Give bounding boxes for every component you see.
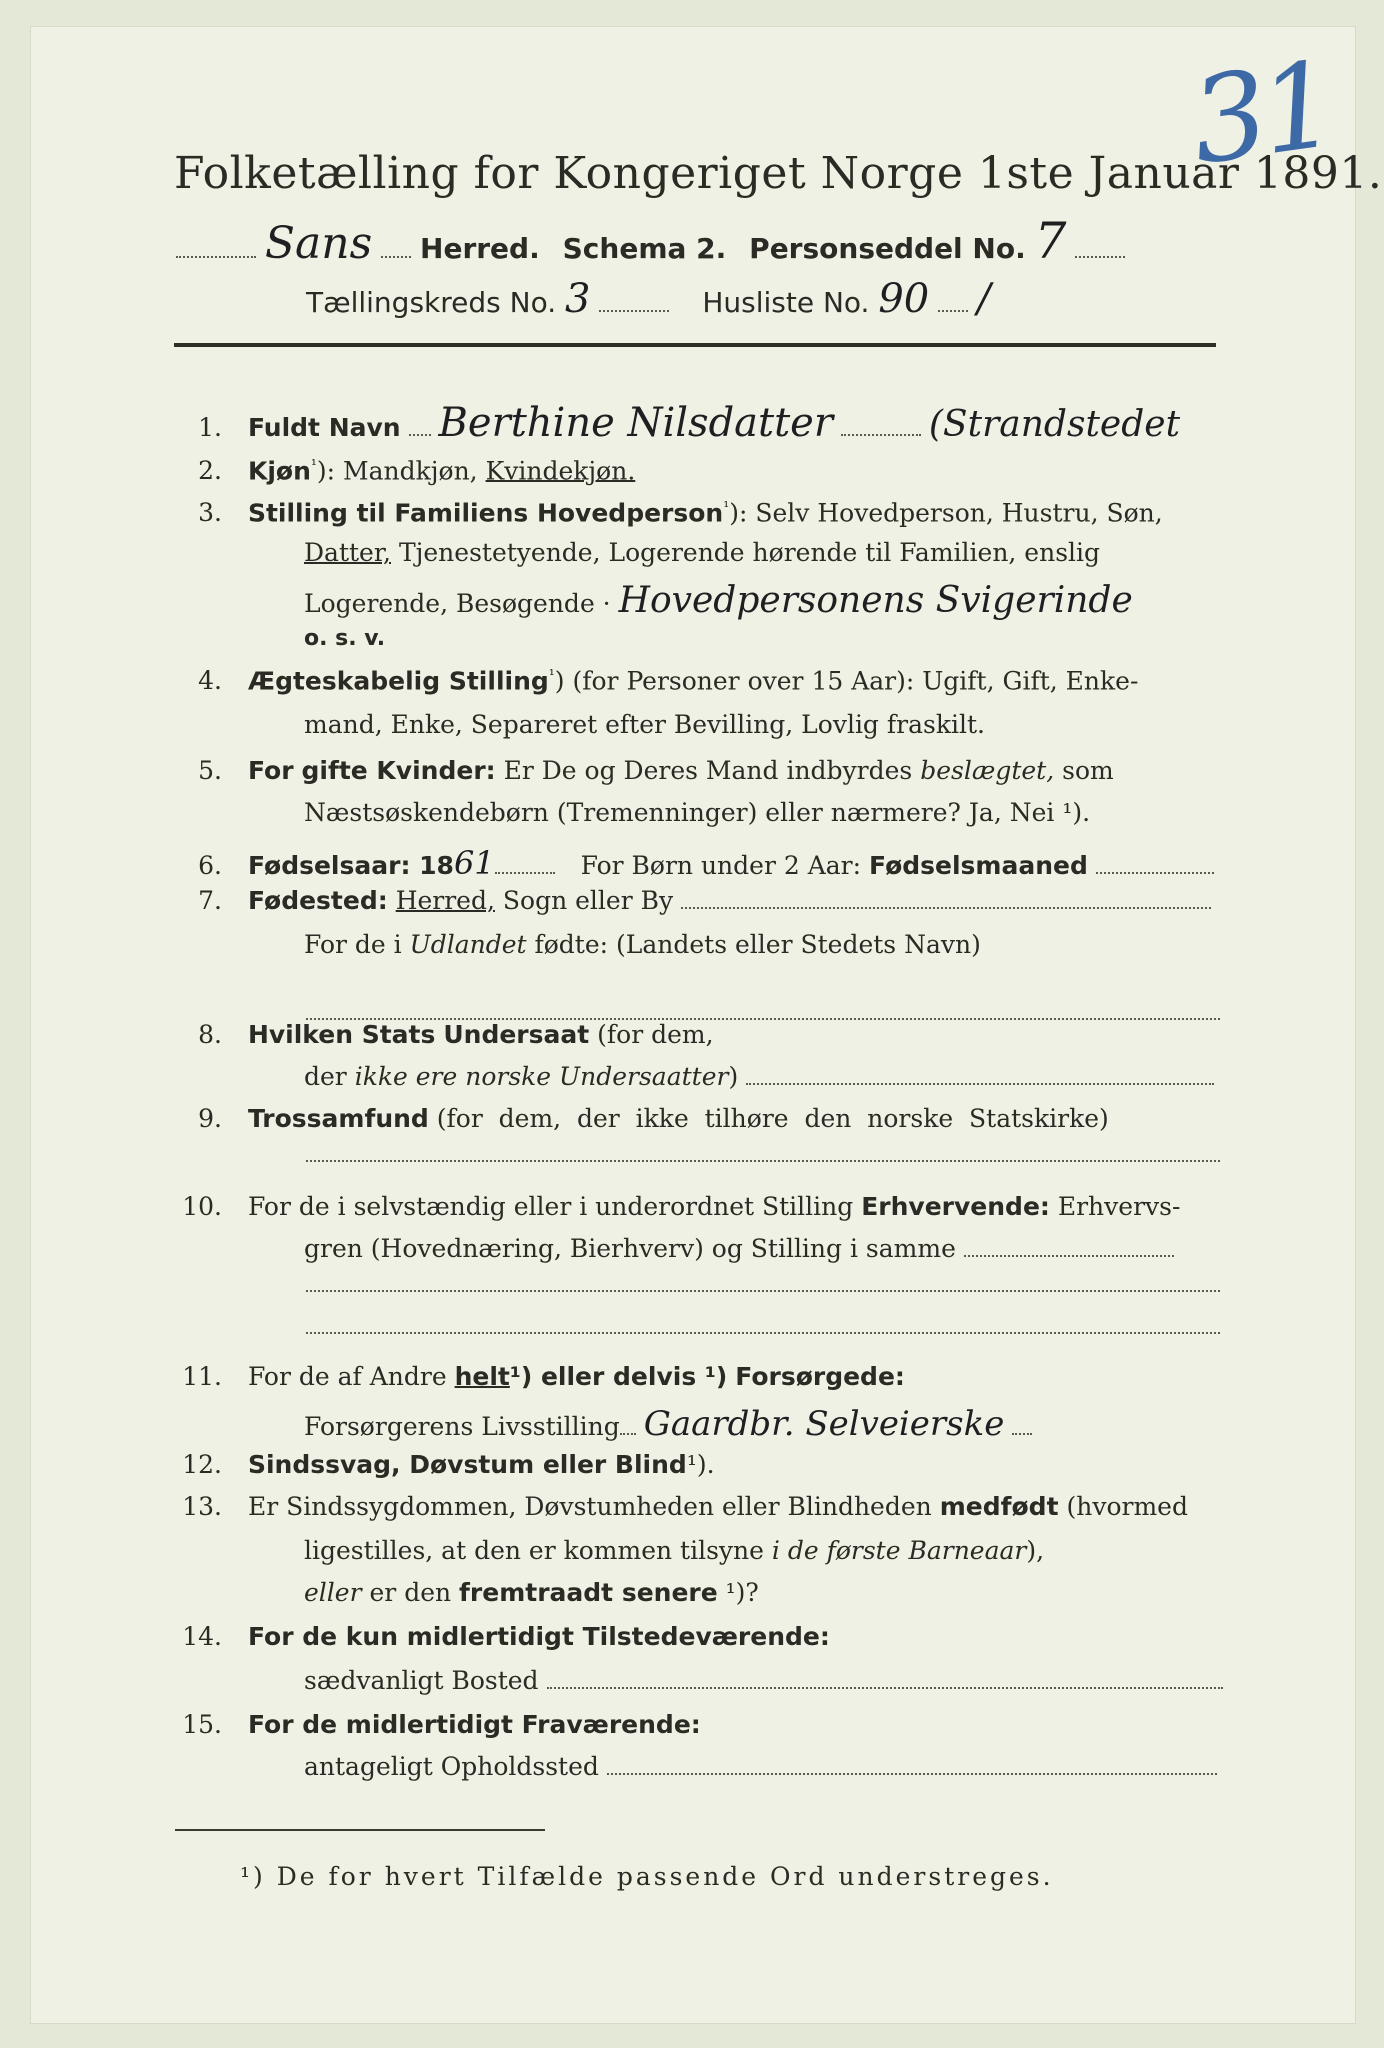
q10-line2: gren (Hovednæring, Bierhverv) og Stilling i samme	[304, 1234, 956, 1263]
question-2	[170, 456, 635, 485]
q7-rest: Sogn eller By	[502, 886, 674, 915]
question-5	[170, 756, 1114, 785]
q13-line3-bold: fremtraadt senere	[459, 1578, 718, 1607]
q9-answer-line	[306, 1160, 1220, 1162]
q8-label-pre: Hvilken Stats	[247, 1020, 436, 1049]
header-divider	[174, 343, 1216, 347]
q7-line2-italic: Udlandet	[409, 930, 527, 959]
herred-label: Herred.	[420, 232, 540, 265]
q11-line2: Forsørgerens Livsstilling	[304, 1412, 620, 1441]
q13-line3-rest: er den	[369, 1578, 452, 1607]
husliste-value: 90	[878, 276, 930, 322]
q8-label: Undersaat	[443, 1020, 590, 1049]
q3-underlined-option: Datter,	[304, 538, 391, 567]
q4-line2: mand, Enke, Separeret efter Bevilling, Lovlig fraskilt.	[304, 710, 985, 739]
q10-answer-line-2	[306, 1332, 1220, 1334]
q3-line2: Tjenestetyende, Logerende hørende til Familien, enslig	[398, 538, 1101, 567]
q13-line1-bold: medfødt	[939, 1492, 1059, 1521]
question-13-line-3	[304, 1578, 759, 1607]
q3-line3: Logerende, Besøgende ·	[304, 589, 611, 618]
q5-number: 5.	[198, 756, 222, 785]
question-3-line-3	[304, 580, 1133, 621]
q2-underlined-option: Kvindekjøn.	[485, 456, 636, 486]
q5-line2: Næstsøskendebørn (Tremenninger) eller nærmere? Ja, Nei ¹).	[304, 798, 1091, 827]
q3-label: Stilling til Familiens Hovedperson	[247, 498, 724, 528]
q12-end: ¹).	[686, 1450, 715, 1479]
q4-sup: ¹	[548, 666, 555, 684]
q3-sup: ¹	[723, 498, 730, 516]
question-6	[170, 844, 1214, 882]
q13-line3-italic: eller	[304, 1578, 362, 1607]
q5-label-pre: For	[247, 756, 294, 785]
q13-line2-end: ),	[1026, 1536, 1045, 1565]
question-3-line-2	[304, 538, 1100, 567]
question-12	[170, 1450, 715, 1479]
question-8-line-2	[304, 1062, 1214, 1091]
q1-number: 1.	[198, 413, 222, 442]
q13-line1-end: (hvormed	[1066, 1492, 1188, 1521]
question-3-line-4	[304, 626, 385, 651]
question-3	[170, 498, 1163, 527]
q11-handwritten-value: Gaardbr. Selveierske	[643, 1404, 1005, 1444]
q12-number: 12.	[182, 1450, 222, 1479]
q6-birth-year-value: 61	[453, 844, 495, 882]
q8-line2-end: )	[728, 1062, 739, 1091]
q7-number: 7.	[198, 886, 222, 915]
q5-line1-italic: beslægtet,	[920, 756, 1055, 785]
question-15-line-2	[304, 1752, 1217, 1781]
q7-line2: fødte: (Landets eller Stedets Navn)	[534, 930, 981, 959]
q1-label: Fuldt Navn	[247, 413, 401, 442]
q10-line1-bold: Erhvervende:	[861, 1192, 1050, 1221]
q15-line2: antageligt Opholdssted	[304, 1752, 599, 1781]
q8-number: 8.	[198, 1020, 222, 1049]
personseddel-label: Personseddel No.	[749, 232, 1026, 265]
question-10-line-2	[304, 1234, 1174, 1263]
question-15	[170, 1710, 701, 1739]
question-13-line-2	[304, 1536, 1044, 1565]
q10-number: 10.	[182, 1192, 222, 1221]
q2-number: 2.	[198, 456, 222, 486]
q3-line1: ): Selv Hovedperson, Hustru, Søn,	[729, 498, 1163, 528]
q5-label: gifte Kvinder:	[301, 756, 496, 785]
question-1	[170, 400, 1180, 446]
q6-rest-bold: Fødselsmaaned	[869, 851, 1088, 880]
question-4	[170, 666, 1138, 695]
q4-number: 4.	[198, 666, 222, 696]
q4-label: Ægteskabelig Stilling	[247, 666, 549, 696]
question-4-line-2	[304, 710, 985, 739]
q2-sup: ¹	[310, 456, 317, 474]
header-kreds-row: Tællingskreds No. 3 Husliste No. 90 /	[306, 276, 991, 322]
q7-label: Fødested:	[247, 886, 388, 915]
footnote: ¹) De for hvert Tilfælde passende Ord understreges.	[240, 1862, 1054, 1891]
question-7-line-2	[304, 930, 981, 959]
q9-label: Trossamfund	[247, 1104, 429, 1133]
q14-label: For de kun midlertidigt Tilstedeværende:	[247, 1622, 830, 1651]
schema-label: Schema 2.	[562, 232, 727, 265]
q10-line1-end: Erhvervs-	[1057, 1192, 1181, 1221]
q13-line1-pre: Er Sindssygdommen, Døvstumheden eller Blindheden	[247, 1492, 932, 1521]
header-herred-row	[176, 212, 1125, 270]
q8-line2-pre: der	[304, 1062, 347, 1091]
form-title: Folketælling for Kongeriget Norge 1ste Januar 1891.	[174, 148, 1383, 199]
q9-rest: (for dem, der ikke tilhøre den norske Statskirke)	[436, 1104, 1109, 1133]
kreds-label: Tællingskreds No.	[306, 286, 557, 319]
question-8	[170, 1020, 714, 1049]
q13-line2-italic: i de første Barneaar	[771, 1536, 1027, 1565]
question-14	[170, 1622, 830, 1651]
question-13	[170, 1492, 1188, 1521]
question-5-line-2	[304, 798, 1090, 827]
question-9	[170, 1104, 1109, 1133]
q7-line2-pre: For de i	[304, 930, 402, 959]
q2-options: ): Mandkjøn,	[316, 456, 478, 486]
archive-page-number: 31	[1183, 35, 1340, 191]
personseddel-value: 7	[1034, 212, 1067, 270]
herred-value: Sans	[264, 218, 373, 269]
q11-underlined-option: helt	[454, 1362, 510, 1391]
q13-line2-pre: ligestilles, at den er kommen tilsyne	[304, 1536, 764, 1565]
q5-line1-end: som	[1062, 756, 1114, 785]
footnote-divider	[175, 1829, 545, 1831]
question-7	[170, 886, 1211, 915]
q6-label: Fødselsaar: 18	[247, 851, 454, 880]
q11-line1-bold: Forsørgede:	[735, 1362, 905, 1391]
q11-line1-pre: For de af Andre	[247, 1362, 447, 1391]
q6-number: 6.	[198, 851, 222, 880]
q14-line2: sædvanligt Bosted	[304, 1666, 539, 1695]
q8-line2-italic: ikke ere norske Undersaatter	[354, 1062, 729, 1091]
husliste-label: Husliste No.	[702, 286, 870, 319]
q13-line3-end: ¹)?	[725, 1578, 759, 1607]
q9-number: 9.	[198, 1104, 222, 1133]
q12-label: Sindssvag, Døvstum eller Blind	[247, 1450, 687, 1479]
q7-underlined-option: Herred,	[395, 886, 495, 915]
q15-number: 15.	[182, 1710, 222, 1739]
question-14-line-2	[304, 1666, 1223, 1695]
q13-number: 13.	[182, 1492, 222, 1521]
q3-number: 3.	[198, 498, 222, 528]
kreds-value: 3	[565, 276, 591, 322]
q3-handwritten-value: Hovedpersonens Svigerinde	[618, 580, 1133, 621]
q11-number: 11.	[182, 1362, 222, 1391]
question-10	[170, 1192, 1180, 1221]
q8-rest: (for dem,	[597, 1020, 714, 1049]
q15-label: For de midlertidigt Fraværende:	[247, 1710, 701, 1739]
question-11	[170, 1362, 905, 1391]
q6-rest: For Børn under 2 Aar:	[580, 851, 862, 880]
q11-line1-mid: ¹) eller delvis ¹)	[509, 1362, 728, 1391]
question-11-line-2	[304, 1404, 1032, 1444]
q3-line4: o. s. v.	[304, 626, 386, 651]
q1-name-value: Berthine Nilsdatter	[438, 400, 833, 446]
q10-answer-line-1	[306, 1290, 1220, 1292]
q14-number: 14.	[182, 1622, 222, 1651]
q4-line1: ) (for Personer over 15 Aar): Ugift, Gift, Enke-	[554, 666, 1139, 696]
q10-line1-pre: For de i selvstændig eller i underordnet Stilling	[247, 1192, 854, 1221]
q5-line1: Er De og Deres Mand indbyrdes	[503, 756, 913, 785]
q1-name-value-2: (Strandstedet	[928, 404, 1181, 445]
q2-label: Kjøn	[247, 456, 311, 486]
